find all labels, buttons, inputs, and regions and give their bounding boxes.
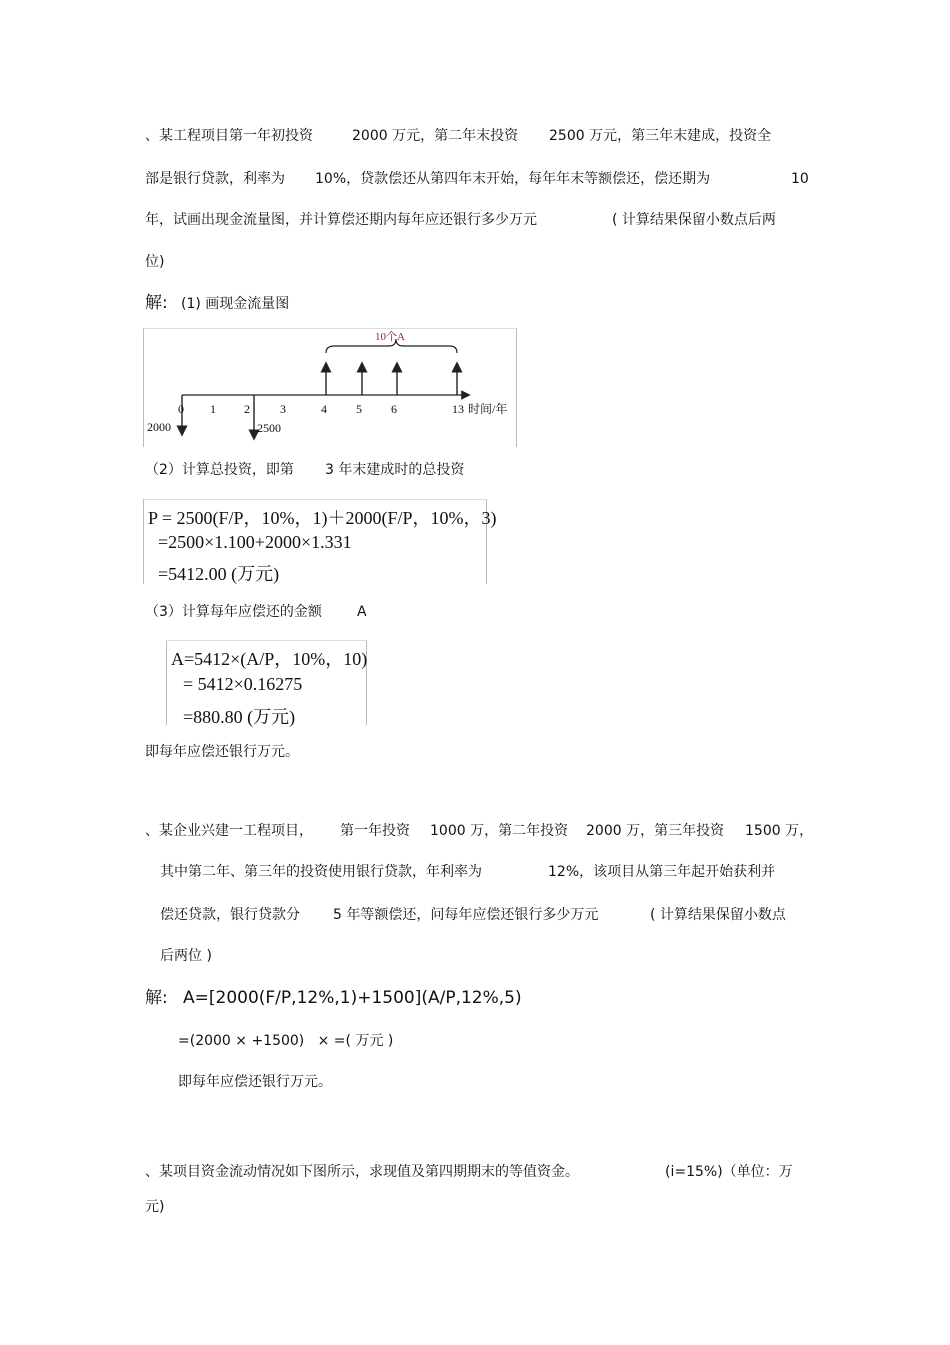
solution-label: 解: (145, 293, 168, 313)
q3-line-1 (0, 1162, 950, 1222)
q2-text: 2000 万，第三年投资 (586, 823, 725, 839)
q2-solution-line-2 (178, 1031, 394, 1071)
solution-formula-line: =(2000 × +1500) × =( 万元 ) (178, 1033, 394, 1049)
formula-line: =880.80 (万元) (183, 707, 296, 727)
q3-text: 元) (145, 1199, 165, 1215)
q1-line-4 (145, 252, 165, 292)
q1-text: 、某工程项目第一年初投资 (145, 128, 313, 144)
formula-line: =2500×1.100+2000×1.331 (158, 532, 352, 552)
solution-formula: A=[2000(F/P,12%,1)+1500](A/P,12%,5) (183, 988, 522, 1008)
outflow-label-2500: 2500 (257, 421, 281, 435)
cash-flow-diagram (143, 328, 517, 447)
q1-conclusion (145, 742, 299, 782)
q1-line-3 (0, 210, 950, 270)
q2-text: 1500 万， (745, 823, 814, 839)
tick-label: 0 (178, 402, 184, 416)
step-1-label: (1) 画现金流量图 (181, 296, 290, 312)
outflow-label-2000: 2000 (147, 420, 171, 434)
formula-box-2 (166, 640, 367, 725)
formula-box-1 (143, 499, 497, 584)
q3-text: 、某项目资金流动情况如下图所示，求现值及第四期期末的等值资金。 (145, 1164, 579, 1180)
tick-label: 13 (452, 402, 464, 416)
brace-label: 10个A (375, 331, 405, 343)
q1-text: ( 计算结果保留小数点后两 (612, 212, 776, 228)
q2-conclusion (178, 1072, 332, 1112)
q2-text: 12%，该项目从第三年起开始获利并 (548, 864, 776, 880)
step-3-label: （3）计算每年应偿还的金额 (145, 604, 322, 620)
q2-text: 5 年等额偿还，问每年应偿还银行多少万元 (333, 907, 599, 923)
q2-text: 偿还贷款，银行贷款分 (160, 907, 300, 923)
formula-line: A=5412×(A/P，10%，10) (171, 649, 368, 669)
q2-text: ( 计算结果保留小数点 (650, 907, 786, 923)
q1-text: 位) (145, 254, 165, 270)
formula-line: =5412.00 (万元) (158, 564, 280, 584)
q2-text: 1000 万，第二年投资 (430, 823, 569, 839)
tick-label: 2 (244, 402, 250, 416)
q2-line-3 (0, 905, 950, 985)
q1-text: 10 (791, 171, 809, 187)
axis-label: 时间/年 (468, 402, 508, 416)
q3-line-2 (145, 1197, 165, 1237)
q1-text: 部是银行贷款，利率为 (145, 171, 285, 187)
q1-text: 10%，贷款偿还从第四年末开始，每年年末等额偿还，偿还期为 (315, 171, 711, 187)
step-2-label: （2）计算总投资，即第 (145, 462, 294, 478)
solution-label: 解: (145, 988, 168, 1008)
q2-text: 、某企业兴建一工程项目， (145, 823, 313, 839)
cash-flow-svg (144, 329, 516, 447)
q1-text: 2500 万元，第三年末建成，投资全 (549, 128, 772, 144)
conclusion-text: 即每年应偿还银行万元。 (178, 1074, 332, 1090)
formula-line: = 5412×0.16275 (183, 674, 303, 694)
q2-line-4 (160, 946, 212, 986)
q1-step-3 (0, 602, 950, 662)
q2-text: 其中第二年、第三年的投资使用银行贷款，年利率为 (160, 864, 482, 880)
step-3-label: A (357, 604, 367, 620)
tick-label: 4 (321, 402, 327, 416)
q3-text: (i=15%)（单位：万 (665, 1164, 793, 1180)
q2-text: 后两位 ) (160, 948, 212, 964)
formula-line: P = 2500(F/P，10%，1)＋2000(F/P，10%，3) (148, 508, 497, 528)
step-2-label: 3 年末建成时的总投资 (325, 462, 465, 478)
tick-label: 5 (356, 402, 362, 416)
q1-text: 年，试画出现金流量图，并计算偿还期内每年应还银行多少万元 (145, 212, 537, 228)
q1-text: 2000 万元，第二年末投资 (352, 128, 519, 144)
conclusion-text: 即每年应偿还银行万元。 (145, 744, 299, 760)
tick-label: 3 (280, 402, 286, 416)
tick-label: 6 (391, 402, 397, 416)
tick-label: 1 (210, 402, 216, 416)
q2-text: 第一年投资 (340, 823, 410, 839)
